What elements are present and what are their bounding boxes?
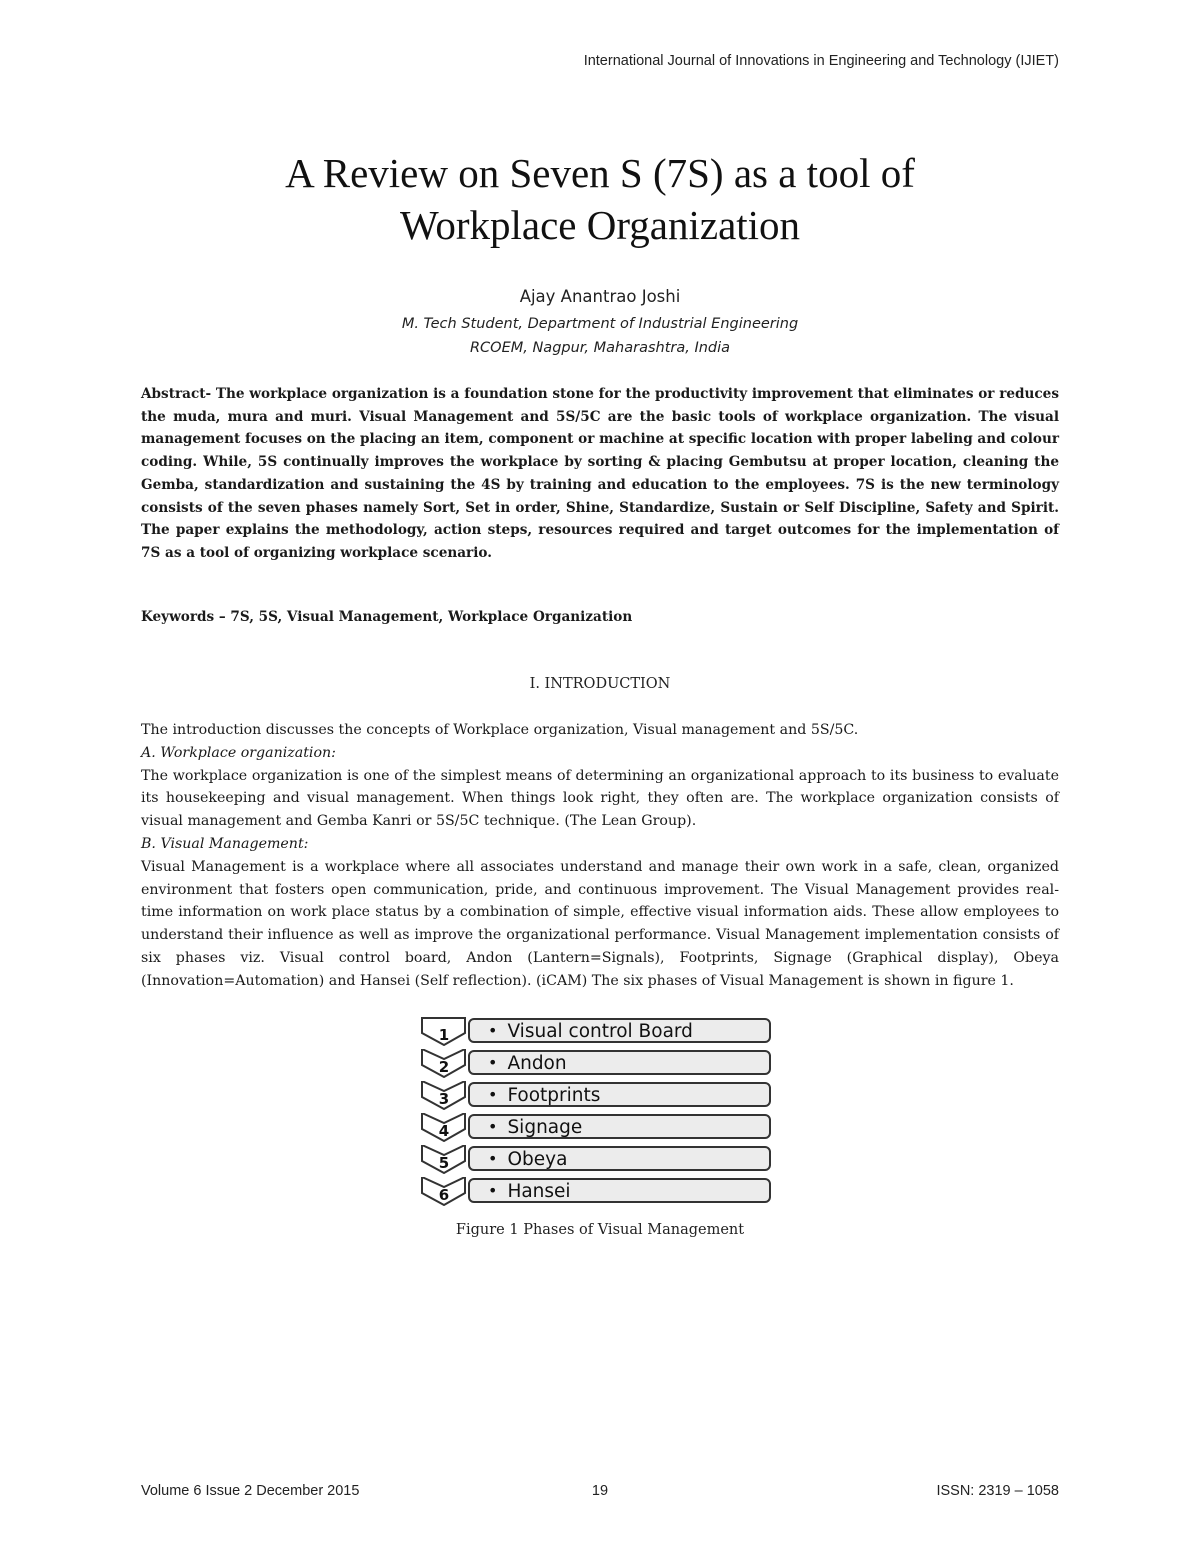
phase-number: 4 <box>438 1122 450 1140</box>
phase-label: • Hansei <box>488 1181 571 1202</box>
title-line-1: A Review on Seven S (7S) as a tool of <box>285 150 915 196</box>
phase-label: • Andon <box>488 1053 567 1074</box>
phase-row <box>421 1017 777 1046</box>
footer-volume: Volume 6 Issue 2 December 2015 <box>141 1483 360 1499</box>
phase-box <box>468 1018 771 1043</box>
phase-box <box>468 1146 771 1171</box>
phase-row <box>421 1049 777 1078</box>
author-name: Ajay Anantrao Joshi <box>519 287 681 306</box>
phase-row <box>421 1113 777 1142</box>
phase-row <box>421 1177 777 1206</box>
abstract: Abstract- The workplace organization is a foundation stone for the productivity improvement that eliminates or reduces the muda, mura and muri. Visual Management and 5S/5C are the basic tools of workplace organization. The visual management focuses on the placing an item, component or machine at specific location with proper labeling and colour coding. While, 5S continually improves the workplace by sorting & placing Gembutsu at proper location, cleaning the Gemba, standardization and sustaining the 4S by training and education to the employees. 7S is the new terminology consists of the seven phases namely Sort, Set in order, Shine, Standardize, Sustain or Self Discipline, Safety and Spirit. The paper explains the methodology, action steps, resources required and target outcomes for the implementation of 7S as a tool of organizing workplace scenario. <box>141 386 1059 561</box>
title-line-2: Workplace Organization <box>399 202 801 248</box>
introduction-body <box>141 719 1059 993</box>
footer-page-number: 19 <box>591 1483 609 1499</box>
phase-label: • Footprints <box>488 1085 600 1106</box>
figure-visual-management-phases <box>421 1017 777 1213</box>
subsection-title-workplace-organization: A. Workplace organization: <box>141 744 336 761</box>
author-affiliation-institute: RCOEM, Nagpur, Maharashtra, India <box>469 340 731 356</box>
subsection-title-visual-management: B. Visual Management: <box>141 835 309 852</box>
visual-management-paragraph: Visual Management is a workplace where all associates understand and manage their own work in a safe, clean, organized environment that fosters open communication, pride, and continuous improvement. The Visual Management provides real-time information on work place status by a combination of simple, effective visual information aids. These allow employees to understand their influence as well as improve the organizational performance. Visual Management implementation consists of six phases viz. Visual control board, Andon (Lantern=Signals), Footprints, Signage (Graphical display), Obeya (Innovation=Automation) and Hansei (Self reflection). (iCAM) The six phases of Visual Management is shown in figure 1. <box>141 858 1059 989</box>
phase-box <box>468 1114 771 1139</box>
phase-label: • Obeya <box>488 1149 567 1170</box>
section-heading-introduction: I. INTRODUCTION <box>529 676 671 692</box>
phase-number: 1 <box>438 1026 450 1044</box>
phase-label: • Signage <box>488 1117 582 1138</box>
introduction-paragraph: The introduction discusses the concepts of Workplace organization, Visual management and 5S/5C. <box>141 722 859 738</box>
phase-row <box>421 1145 777 1174</box>
phase-box <box>468 1178 771 1203</box>
phase-number: 2 <box>438 1058 450 1076</box>
footer-issn: ISSN: 2319 – 1058 <box>936 1483 1059 1499</box>
phase-number: 6 <box>438 1186 450 1204</box>
paper-title <box>0 147 1200 251</box>
phase-box <box>468 1050 771 1075</box>
journal-header: International Journal of Innovations in Engineering and Technology (IJIET) <box>583 53 1059 69</box>
phase-box <box>468 1082 771 1107</box>
phase-number: 5 <box>438 1154 450 1172</box>
phase-row <box>421 1081 777 1110</box>
phase-number: 3 <box>438 1090 450 1108</box>
figure-caption: Figure 1 Phases of Visual Management <box>455 1222 745 1238</box>
workplace-organization-paragraph: The workplace organization is one of the simplest means of determining an organizational approach to its business to evaluate its housekeeping and visual management. When things look right, they often are. The workplace organization consists of visual management and Gemba Kanri or 5S/5C technique. (The Lean Group). <box>141 767 1059 830</box>
phase-label: • Visual control Board <box>488 1021 693 1042</box>
keywords: Keywords – 7S, 5S, Visual Management, Workplace Organization <box>141 609 633 625</box>
author-affiliation-department: M. Tech Student, Department of Industrial Engineering <box>401 316 799 332</box>
